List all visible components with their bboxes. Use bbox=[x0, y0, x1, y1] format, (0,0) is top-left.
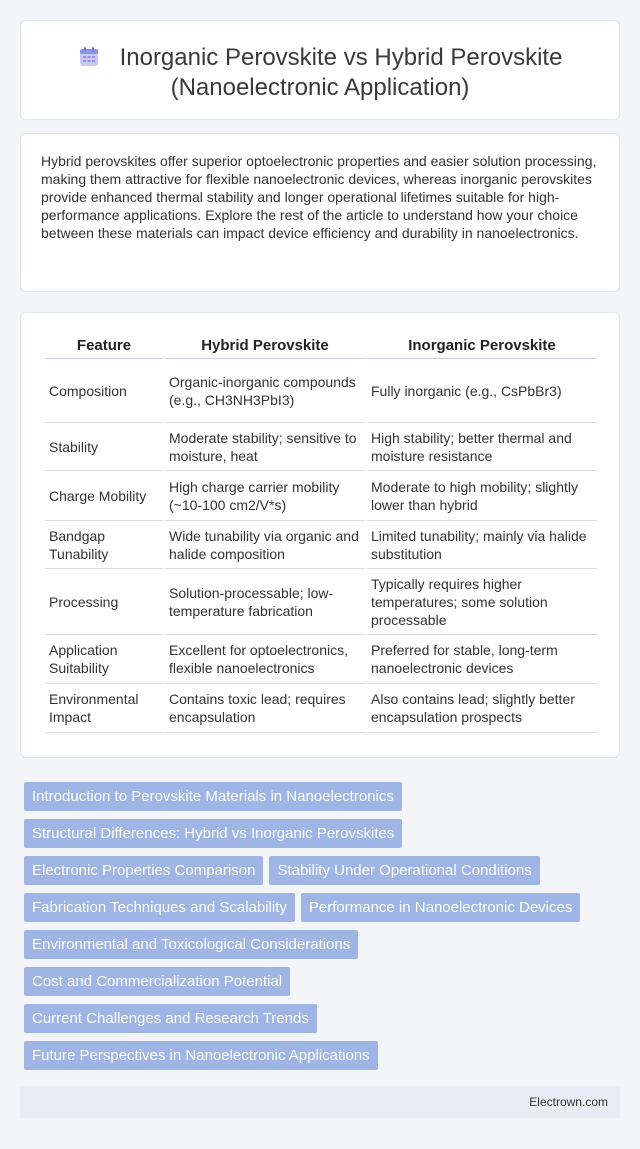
cell-inorganic: High stability; better thermal and moisture resistance bbox=[367, 423, 597, 471]
title-line-1: Inorganic Perovskite vs Hybrid Perovskite bbox=[119, 44, 563, 71]
title-line-2: (Nanoelectronic Application) bbox=[170, 74, 470, 101]
page-title bbox=[21, 43, 619, 103]
table-header-row bbox=[45, 329, 597, 359]
header-hybrid: Hybrid Perovskite bbox=[165, 329, 365, 359]
cell-feature: Application Suitability bbox=[45, 635, 163, 684]
cell-inorganic: Typically requires higher temperatures; some solution processable bbox=[367, 569, 597, 635]
cell-hybrid: Moderate stability; sensitive to moisture, heat bbox=[165, 423, 365, 471]
topic-link[interactable]: Introduction to Perovskite Materials in Nanoelectronics bbox=[24, 782, 402, 811]
topic-link[interactable]: Structural Differences: Hybrid vs Inorganic Perovskites bbox=[24, 819, 402, 848]
footer bbox=[20, 1086, 620, 1118]
topic-link[interactable]: Stability Under Operational Conditions bbox=[269, 856, 539, 885]
topic-link[interactable]: Current Challenges and Research Trends bbox=[24, 1004, 317, 1033]
topic-links bbox=[24, 782, 624, 1078]
cell-inorganic: Preferred for stable, long-term nanoelectronic devices bbox=[367, 635, 597, 684]
cell-hybrid: Contains toxic lead; requires encapsulation bbox=[165, 684, 365, 733]
cell-inorganic: Also contains lead; slightly better encapsulation prospects bbox=[367, 684, 597, 733]
cell-inorganic: Limited tunability; mainly via halide substitution bbox=[367, 521, 597, 569]
calendar-icon bbox=[78, 46, 100, 68]
table-row bbox=[45, 471, 597, 521]
topic-link[interactable]: Fabrication Techniques and Scalability bbox=[24, 893, 295, 922]
table-row bbox=[45, 635, 597, 684]
cell-hybrid: Wide tunability via organic and halide composition bbox=[165, 521, 365, 569]
cell-feature: Charge Mobility bbox=[45, 471, 163, 521]
footer-site-link[interactable]: Electrown.com bbox=[529, 1095, 608, 1109]
table-row bbox=[45, 521, 597, 569]
table-row bbox=[45, 569, 597, 635]
table-row bbox=[45, 359, 597, 423]
topic-link[interactable]: Electronic Properties Comparison bbox=[24, 856, 263, 885]
cell-feature: Processing bbox=[45, 569, 163, 635]
comparison-table bbox=[43, 329, 599, 733]
cell-feature: Stability bbox=[45, 423, 163, 471]
table-row bbox=[45, 684, 597, 733]
header-inorganic: Inorganic Perovskite bbox=[367, 329, 597, 359]
topic-link[interactable]: Future Perspectives in Nanoelectronic Applications bbox=[24, 1041, 378, 1070]
header-feature: Feature bbox=[45, 329, 163, 359]
cell-hybrid: High charge carrier mobility (~10-100 cm2/V*s) bbox=[165, 471, 365, 521]
cell-feature: Environmental Impact bbox=[45, 684, 163, 733]
comparison-table-card bbox=[20, 312, 620, 758]
intro-paragraph: Hybrid perovskites offer superior optoelectronic properties and easier solution processing, making them attractive for flexible nanoelectronic devices, whereas inorganic perovskites provide enhanced thermal stability and longer operational lifetimes suitable for high-performance applications. Explore the rest of the article to understand how your choice between these materials can impact device efficiency and durability in nanoelectronics. bbox=[41, 153, 597, 241]
cell-hybrid: Organic-inorganic compounds (e.g., CH3NH3PbI3) bbox=[165, 359, 365, 423]
table-row bbox=[45, 423, 597, 471]
topic-link[interactable]: Environmental and Toxicological Considerations bbox=[24, 930, 358, 959]
cell-hybrid: Solution-processable; low-temperature fabrication bbox=[165, 569, 365, 635]
title-card bbox=[20, 20, 620, 120]
cell-inorganic: Fully inorganic (e.g., CsPbBr3) bbox=[367, 359, 597, 423]
cell-feature: Composition bbox=[45, 359, 163, 423]
cell-feature: Bandgap Tunability bbox=[45, 521, 163, 569]
cell-hybrid: Excellent for optoelectronics, flexible nanoelectronics bbox=[165, 635, 365, 684]
cell-inorganic: Moderate to high mobility; slightly lower than hybrid bbox=[367, 471, 597, 521]
topic-link[interactable]: Performance in Nanoelectronic Devices bbox=[301, 893, 580, 922]
intro-card bbox=[20, 133, 620, 292]
topic-link[interactable]: Cost and Commercialization Potential bbox=[24, 967, 290, 996]
